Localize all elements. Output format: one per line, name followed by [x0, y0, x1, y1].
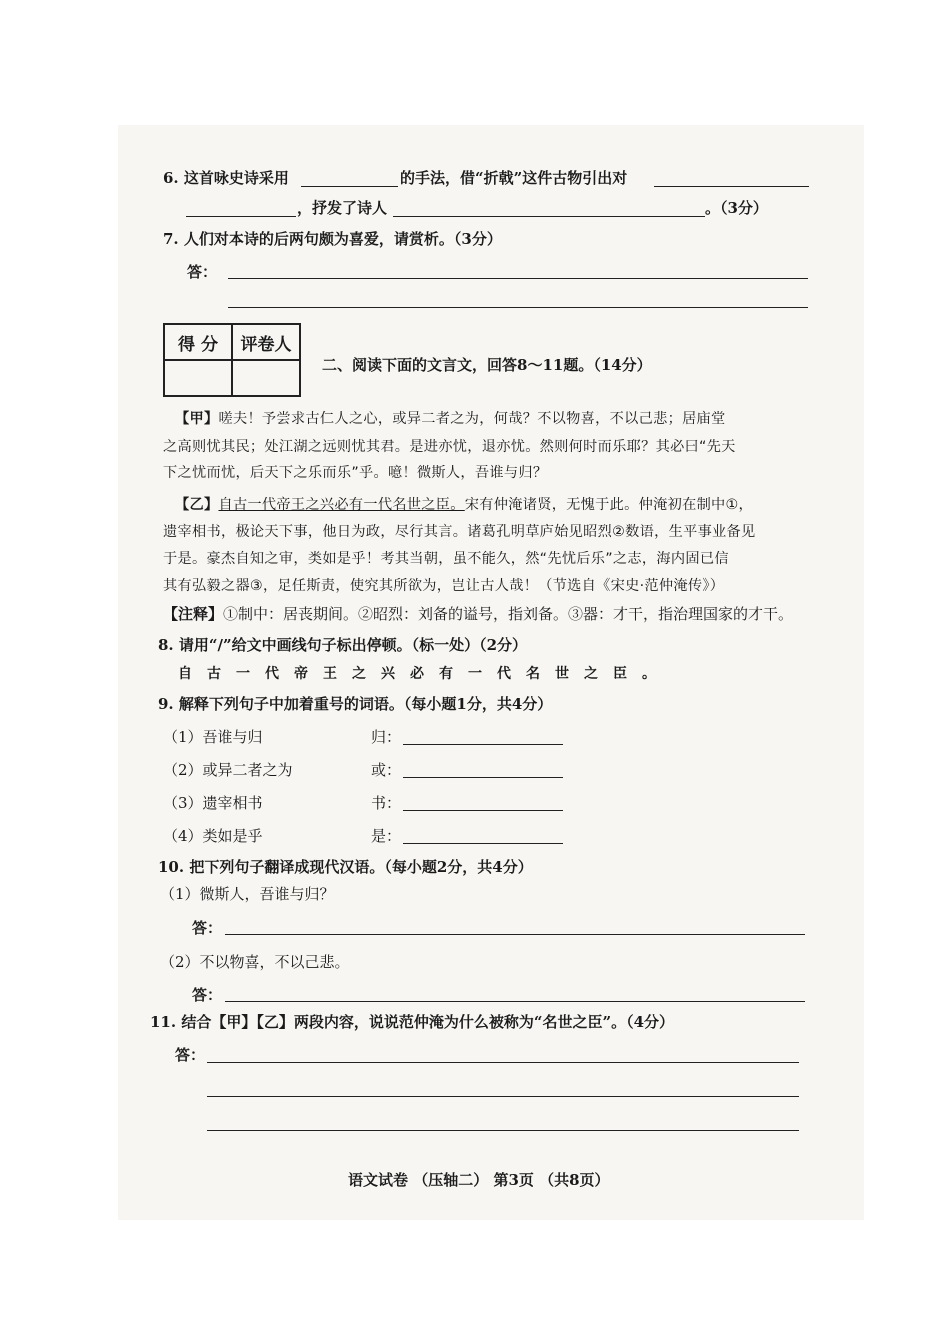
score-label: 得 分	[164, 324, 232, 360]
grader-label: 评卷人	[232, 324, 300, 360]
q6-blank-1[interactable]	[301, 186, 398, 187]
q6-blank-2[interactable]	[654, 186, 809, 187]
notes	[163, 604, 793, 624]
passage-yi-mark: 【乙】	[175, 497, 219, 513]
score-cell[interactable]	[164, 360, 232, 396]
page-footer: 语文试卷 （压轴二） 第3页 （共8页）	[348, 1171, 610, 1189]
q9-item-1-blank[interactable]	[403, 744, 563, 745]
q11-answer-label: 答：	[175, 1046, 206, 1064]
q10-prompt: 10. 把下列句子翻译成现代汉语。（每小题2分，共4分）	[158, 858, 533, 876]
passage-yi-line-4: 其有弘毅之器③，足任斯责，使究其所欲为，岂让古人哉！（节选自《宋史·范仲淹传》）	[163, 578, 725, 594]
q11-answer-line-3[interactable]	[207, 1130, 799, 1131]
q11-prompt: 11. 结合【甲】【乙】两段内容，说说范仲淹为什么被称为“名世之臣”。（4分）	[150, 1013, 675, 1031]
q10-item-2: （2）不以物喜，不以己悲。	[160, 953, 350, 971]
q10-answer-line-2[interactable]	[225, 1001, 805, 1002]
q9-item-3-sentence: （3）遗宰相书	[163, 794, 263, 812]
q9-item-1-word: 归：	[371, 728, 402, 746]
q9-item-4-blank[interactable]	[403, 843, 563, 844]
q7-prompt: 7. 人们对本诗的后两句颇为喜爱，请赏析。（3分）	[163, 230, 502, 248]
q9-item-2-word: 或：	[371, 761, 402, 779]
q10-answer-label-2: 答：	[192, 986, 223, 1004]
passage-jia-text-1: 嗟夫！予尝求古仁人之心，或异二者之为，何哉？不以物喜，不以己悲；居庙堂	[218, 411, 726, 427]
passage-jia-line-3: 下之忧而忧，后天下之乐而乐”乎。噫！微斯人，吾谁与归？	[163, 465, 548, 481]
q6-blank-4[interactable]	[393, 216, 705, 217]
grader-cell[interactable]	[232, 360, 300, 396]
notes-text: ①制中：居丧期间。②昭烈：刘备的谥号，指刘备。③器：才干，指治理国家的才干。	[223, 605, 794, 623]
passage-yi-text-1: 宋有仲淹诸贤，无愧于此。仲淹初在制中①，	[464, 497, 754, 513]
q7-answer-label: 答：	[187, 263, 218, 281]
q6-part1: 6. 这首咏史诗采用	[163, 169, 289, 187]
q8-prompt: 8. 请用“/”给文中画线句子标出停顿。（标一处）（2分）	[158, 636, 528, 654]
q9-item-3-word: 书：	[371, 794, 402, 812]
q9-prompt: 9. 解释下列句子中加着重号的词语。（每小题1分，共4分）	[158, 695, 553, 713]
passage-jia-line-1	[175, 409, 726, 429]
passage-yi-line-2: 遗宰相书，极论天下事，他日为政，尽行其言。诸葛孔明草庐始见昭烈②数语，生平事业备见	[163, 524, 756, 540]
section2-title: 二、阅读下面的文言文，回答8～11题。（14分）	[322, 356, 652, 374]
q10-item-1: （1）微斯人，吾谁与归？	[160, 885, 335, 903]
q6-part4: 。（3分）	[705, 199, 768, 217]
q6-blank-3[interactable]	[186, 216, 296, 217]
q10-answer-label-1: 答：	[192, 919, 223, 937]
q9-item-1-sentence: （1）吾谁与归	[163, 728, 263, 746]
passage-jia-line-2: 之高则忧其民；处江湖之远则忧其君。是进亦忧，退亦忧。然则何时而乐耶？其必曰“先天	[163, 439, 736, 455]
q9-item-3-blank[interactable]	[403, 810, 563, 811]
q9-item-2-blank[interactable]	[403, 777, 563, 778]
q6-part2: 的手法，借“折戟”这件古物引出对	[400, 169, 628, 187]
q11-answer-line-2[interactable]	[207, 1096, 799, 1097]
q8-sentence[interactable]: 自古一代帝王之兴必有一代名世之臣。	[178, 666, 671, 682]
q10-answer-line-1[interactable]	[225, 934, 805, 935]
q9-item-4-sentence: （4）类如是乎	[163, 827, 263, 845]
q11-answer-line-1[interactable]	[207, 1062, 799, 1063]
passage-yi-underlined-sentence: 自古一代帝王之兴必有一代名世之臣。	[218, 497, 465, 513]
q6-part3: ，抒发了诗人	[297, 199, 388, 217]
passage-yi-line-1	[175, 495, 753, 515]
passage-jia-mark: 【甲】	[175, 411, 219, 427]
q9-item-2-sentence: （2）或异二者之为	[163, 761, 293, 779]
notes-mark: 【注释】	[163, 605, 224, 623]
q7-answer-line-1[interactable]	[228, 278, 808, 279]
score-box	[163, 323, 301, 397]
passage-yi-line-3: 于是。豪杰自知之审，类如是乎！考其当朝，虽不能久，然“先忧后乐”之志，海内固已信	[163, 551, 729, 567]
q9-item-4-word: 是：	[371, 827, 402, 845]
q7-answer-line-2[interactable]	[228, 307, 808, 308]
